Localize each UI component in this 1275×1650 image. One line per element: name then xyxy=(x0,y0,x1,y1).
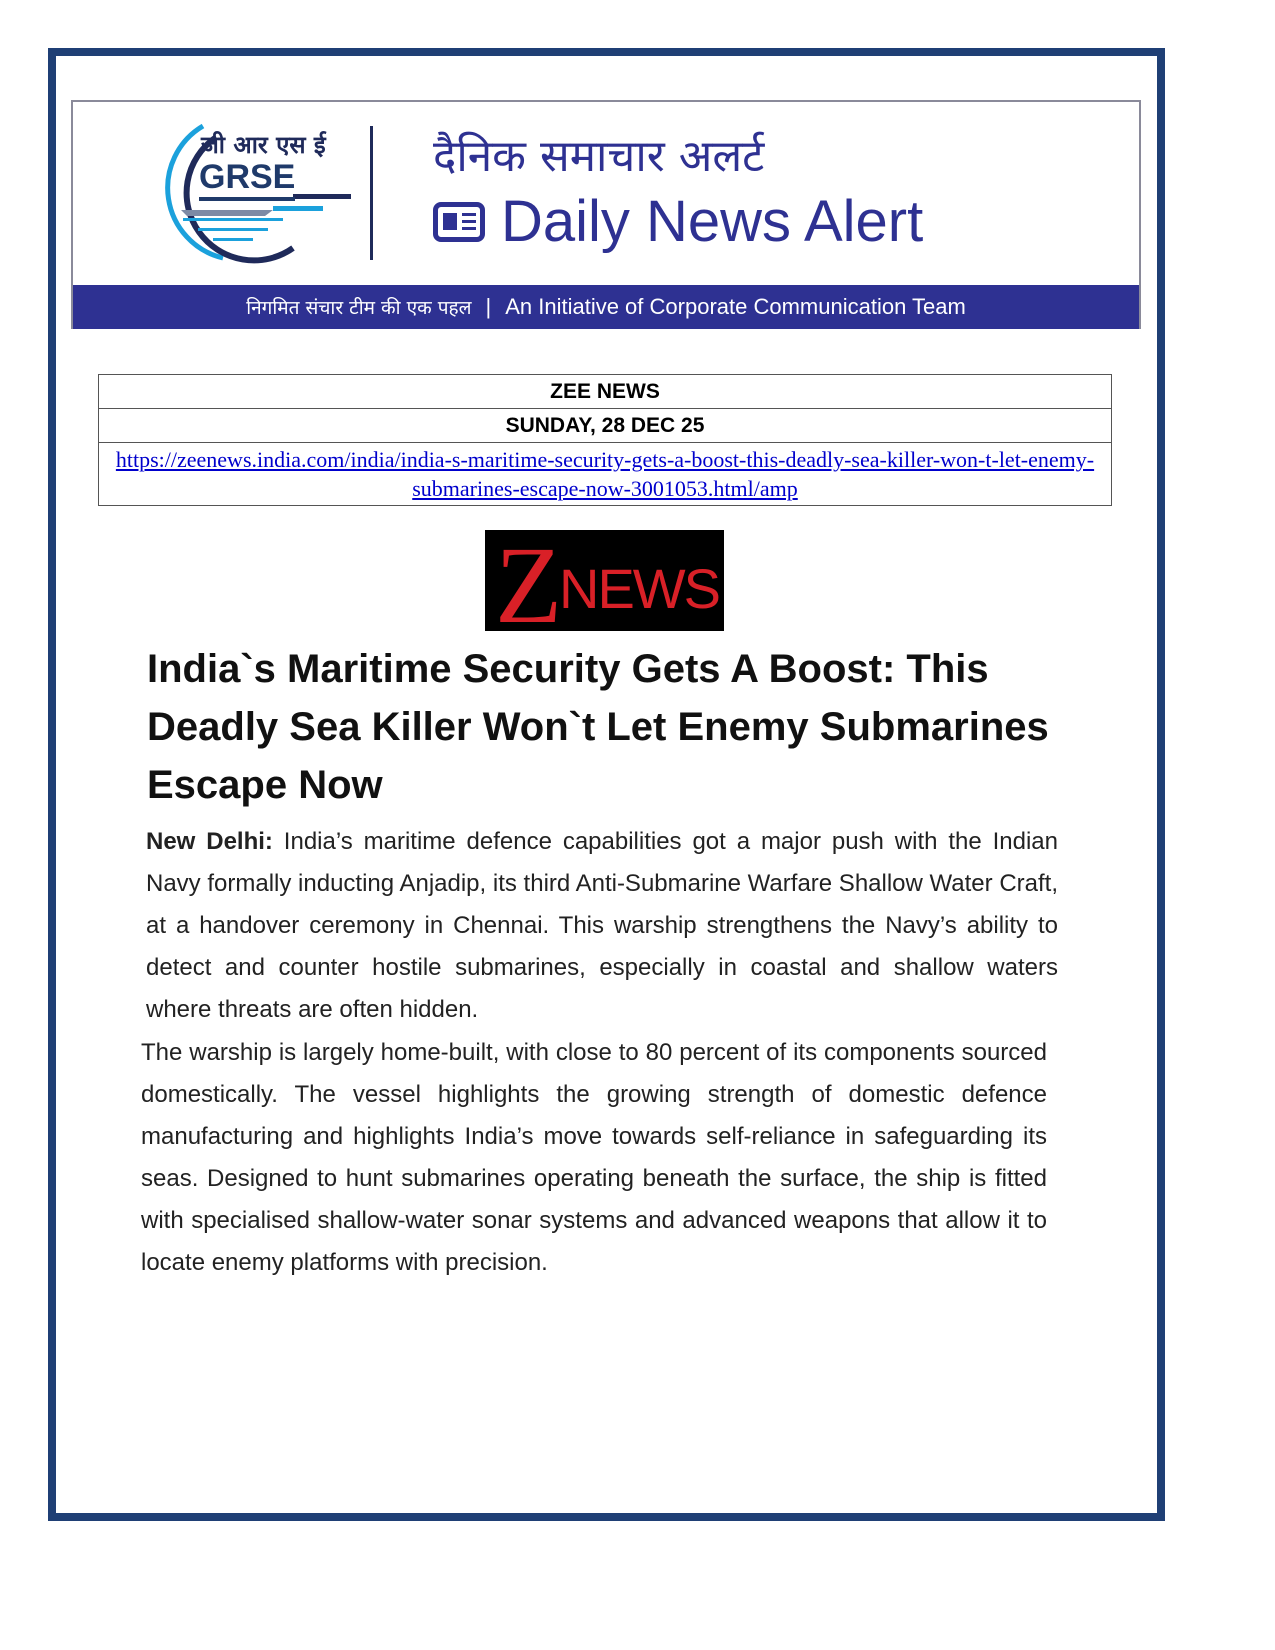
article-headline: India`s Maritime Security Gets A Boost: This Deadly Sea Killer Won`t Let Enemy Submarines Escape Now xyxy=(147,647,1049,807)
publish-date: SUNDAY, 28 DEC 25 xyxy=(99,409,1112,443)
paragraph-text: India’s maritime defence capabilities got a major push with the Indian Navy formally inducting Anjadip, its third Anti-Submarine Warfare Shallow Water Craft, at a handover ceremony in Chennai. This warship strengthens the Navy’s ability to detect and counter hostile submarines, especially in coastal and shallow waters where threats are often hidden. xyxy=(146,828,1058,1023)
article-link[interactable]: https://zeenews.india.com/india/india-s-maritime-security-gets-a-boost-this-deadly-sea-killer-won-t-let-enemy-submarines-escape-now-3001053.html/amp xyxy=(115,447,1095,501)
strip-english: An Initiative of Corporate Communication Team xyxy=(505,294,966,319)
source-name: ZEE NEWS xyxy=(99,375,1112,409)
article-paragraph xyxy=(146,821,1058,1031)
article-paragraph: The warship is largely home-built, with close to 80 percent of its components sourced domestically. The vessel highlights the growing strength of domestic defence manufacturing and highlights India’s move towards self-reliance in safeguarding its seas. Designed to hunt submarines operating beneath the surface, the ship is fitted with specialised shallow-water sonar systems and advanced weapons that allow it to locate enemy platforms with precision. xyxy=(141,1039,1047,1276)
title-english-text: Daily News Alert xyxy=(501,189,924,254)
divider xyxy=(370,126,373,260)
dateline: New Delhi: xyxy=(146,828,273,855)
logo-z: Z xyxy=(495,530,563,631)
grse-logo xyxy=(143,118,353,268)
title-hindi: दैनिक समाचार अलर्ट xyxy=(433,131,765,182)
strip-separator: | xyxy=(485,294,492,319)
newspaper-icon xyxy=(433,202,485,242)
logo-hindi-text: जी आर एस ई xyxy=(201,131,326,159)
title-english xyxy=(433,188,923,255)
article-meta-table xyxy=(98,374,1112,506)
header-banner xyxy=(71,100,1141,329)
initiative-strip xyxy=(73,285,1139,329)
url-cell xyxy=(99,443,1112,506)
zee-news-logo xyxy=(485,530,724,631)
strip-hindi: निगमित संचार टीम की एक पहल xyxy=(246,297,472,319)
logo-text: GRSE xyxy=(199,158,295,201)
logo-news: NEWS xyxy=(559,557,719,620)
